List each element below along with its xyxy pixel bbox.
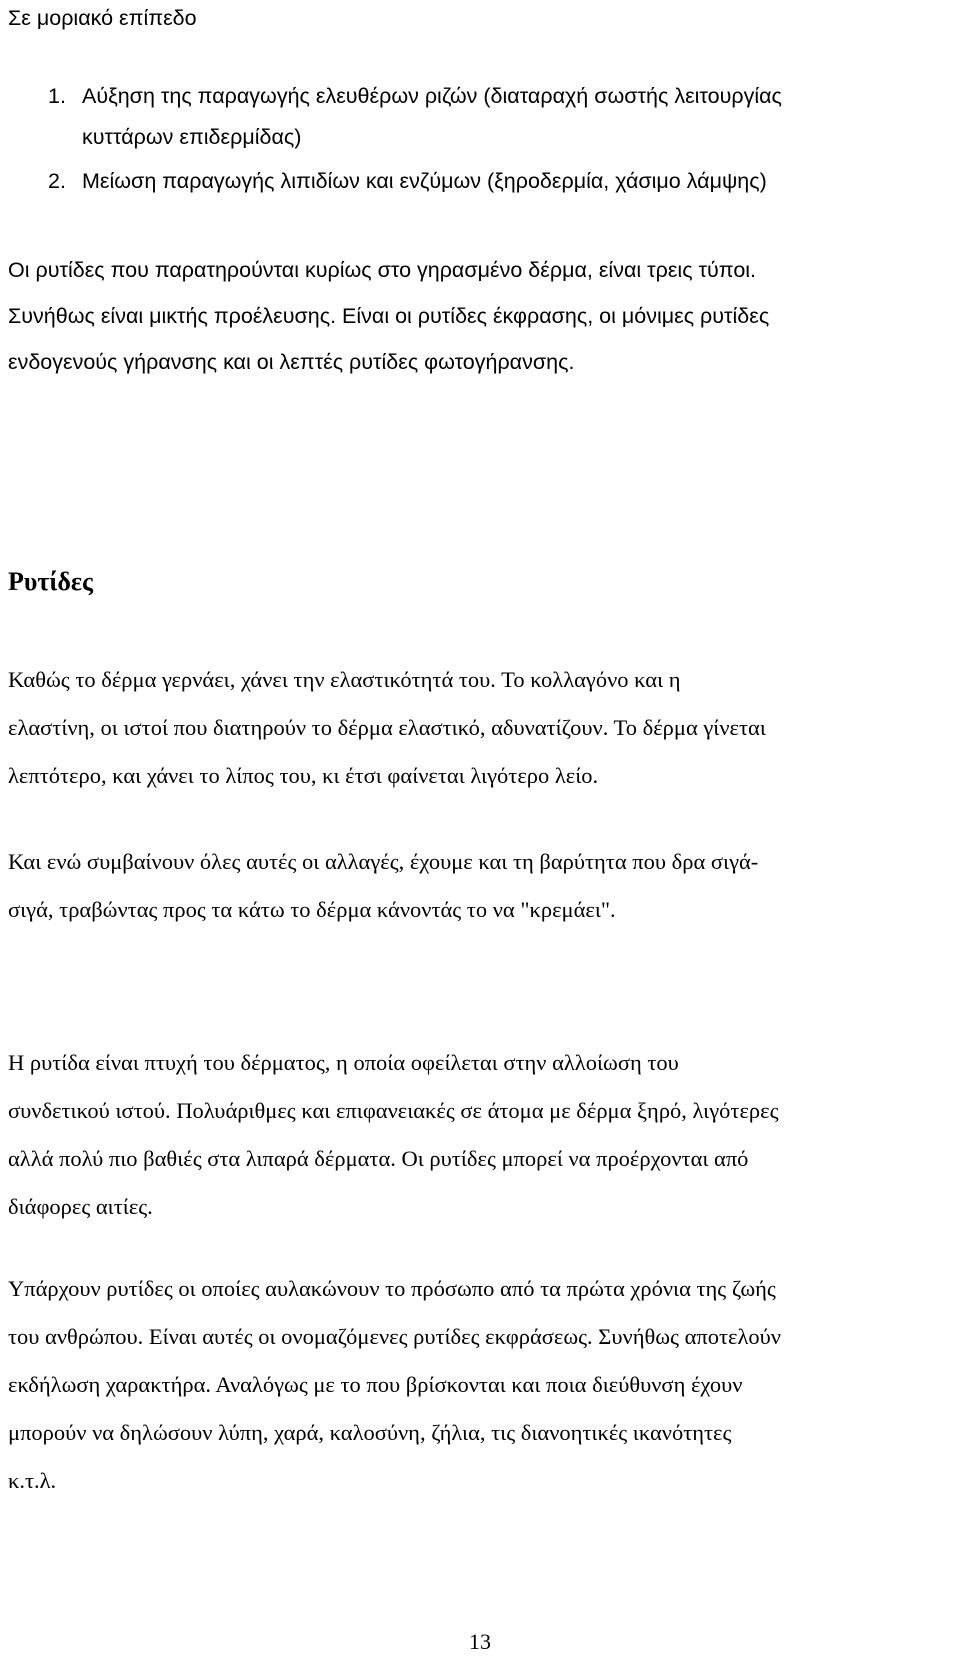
text-line: Καθώς το δέρμα γερνάει, χάνει την ελαστικότητά του. Το κολλαγόνο και η [8,667,681,692]
text-line: συνδετικού ιστού. Πολυάριθμες και επιφανειακές σε άτομα με δέρμα ξηρό, λιγότερες [8,1098,779,1123]
section-heading: Ρυτίδες [8,567,93,596]
text-line: αλλά πολύ πιο βαθιές στα λιπαρά δέρματα. Οι ρυτίδες μπορεί να προέρχονται από [8,1146,749,1171]
intro-heading [8,0,943,36]
text-line: Υπάρχουν ρυτίδες οι οποίες αυλακώνουν το πρόσωπο από τα πρώτα χρόνια της ζωής [8,1276,776,1301]
text-line: Συνήθως είναι μικτής προέλευσης. Είναι οι ρυτίδες έκφρασης, οι μόνιμες ρυτίδες [8,304,770,328]
text-line: ενδογενούς γήρανσης και οι λεπτές ρυτίδες φωτογήρανσης. [8,350,575,374]
text-line: Οι ρυτίδες που παρατηρούνται κυρίως στο γηρασμένο δέρμα, είναι τρεις τύποι. [8,258,757,282]
text-line: Σε μοριακό επίπεδο [8,6,197,30]
text-line: Η ρυτίδα είναι πτυχή του δέρματος, η οποία οφείλεται στην αλλοίωση του [8,1050,679,1075]
text-line: του ανθρώπου. Είναι αυτές οι ονομαζόμενες ρυτίδες εκφράσεως. Συνήθως αποτελούν [8,1324,781,1349]
list-number: 1. [48,84,66,108]
text-line: Μείωση παραγωγής λιπιδίων και ενζύμων (ξηροδερμία, χάσιμο λάμψης) [82,169,767,193]
text-line: διάφορες αιτίες. [8,1194,153,1219]
paragraph-expression-wrinkles [8,1265,943,1505]
text-line: Και ενώ συμβαίνουν όλες αυτές οι αλλαγές, έχουμε και τη βαρύτητα που δρα σιγά- [8,849,759,874]
paragraph-definition [8,1039,943,1231]
text-line: ελαστίνη, οι ιστοί που διατηρούν το δέρμα ελαστικό, αδυνατίζουν. Το δέρμα γίνεται [8,715,766,740]
text-line: κυττάρων επιδερμίδας) [82,125,302,149]
text-line: σιγά, τραβώντας προς τα κάτω το δέρμα κάνοντάς το να "κρεμάει". [8,897,616,922]
text-line: κ.τ.λ. [8,1468,57,1493]
paragraph-elasticity [8,656,943,800]
list-number: 2. [48,169,66,193]
text-line: λεπτότερο, και χάνει το λίπος του, κι έτσι φαίνεται λιγότερο λείο. [8,763,599,788]
text-line: μπορούν να δηλώσουν λύπη, χαρά, καλοσύνη, ζήλια, τις διανοητικές ικανότητες [8,1420,732,1445]
page-number: 13 [469,1629,491,1654]
text-line: Αύξηση της παραγωγής ελευθέρων ριζών (διαταραχή σωστής λειτουργίας [82,84,782,108]
text-line: εκδήλωση χαρακτήρα. Αναλόγως με το που βρίσκονται και ποια διεύθυνση έχουν [8,1372,743,1397]
paragraph-wrinkle-types [8,247,943,385]
paragraph-gravity [8,838,943,934]
